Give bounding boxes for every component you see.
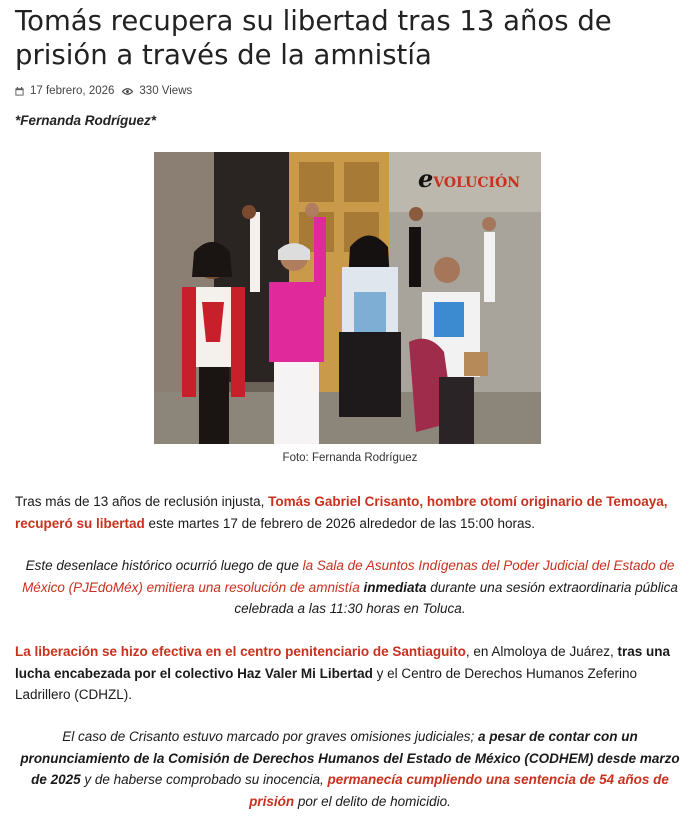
p4-text: El caso de Crisanto estuvo marcado por graves omisiones judiciales; xyxy=(62,729,478,744)
p1-text: Tras más de 13 años de reclusión injusta, xyxy=(15,494,269,509)
paragraph-2 xyxy=(15,555,685,620)
p4-text-end: por el delito de homicidio. xyxy=(294,793,451,809)
watermark-logo-text: VOLUCIÓN xyxy=(433,175,521,191)
watermark-logo-e: e xyxy=(418,164,434,193)
article-title: Tomás recupera su libertad tras 13 años de prisión a través de la amnistía xyxy=(15,5,612,71)
eye-icon xyxy=(122,87,133,96)
photo-illustration xyxy=(154,152,541,444)
p2-text: Este desenlace histórico ocurrió luego de que xyxy=(25,558,303,573)
p2-bold: inmediata xyxy=(363,579,427,595)
p2-text-end: durante una sesión extraordinaria pública celebrada a las 11:30 horas en Toluca. xyxy=(234,579,678,616)
paragraph-1 xyxy=(15,491,685,534)
p3-bold: tras una lucha encabezada por el colectivo Haz Valer Mi Libertad xyxy=(15,644,670,681)
p3-text: , en Almoloya de Juárez, xyxy=(465,644,618,659)
paragraph-3 xyxy=(15,641,685,706)
article-photo[interactable] xyxy=(154,152,541,444)
watermark-logo xyxy=(418,164,520,193)
p4-link[interactable]: permanecía cumpliendo una sentencia de 54 años de prisión xyxy=(249,772,669,809)
views-count: 330 Views xyxy=(139,85,193,97)
p3-text-end: y el Centro de Derechos Humanos Zeferino Ladrillero (CDHZL). xyxy=(15,665,638,702)
author-byline: *Fernanda Rodríguez* xyxy=(15,113,157,128)
paragraph-4 xyxy=(15,726,685,812)
calendar-icon xyxy=(15,87,24,96)
p1-text-end: este martes 17 de febrero de 2026 alrededor de las 15:00 horas. xyxy=(144,515,536,531)
article-meta xyxy=(15,85,192,97)
p2-link[interactable]: la Sala de Asuntos Indígenas del Poder Judicial del Estado de México (PJEdoMéx) emitiera una resolución de amnistía xyxy=(22,558,675,595)
p4-text-mid: y de haberse comprobado su inocencia, xyxy=(80,772,328,787)
p1-link[interactable]: Tomás Gabriel Crisanto, hombre otomí originario de Temoaya, recuperó su libertad xyxy=(15,494,668,531)
publish-date: 17 febrero, 2026 xyxy=(30,85,115,97)
p3-link[interactable]: La liberación se hizo efectiva en el centro penitenciario de Santiaguito xyxy=(15,644,466,659)
p4-bold: a pesar de contar con un pronunciamiento de la Comisión de Derechos Humanos del Estado de México (CODHEM) desde marzo de 2025 xyxy=(20,729,680,787)
photo-caption: Foto: Fernanda Rodríguez xyxy=(282,452,418,464)
